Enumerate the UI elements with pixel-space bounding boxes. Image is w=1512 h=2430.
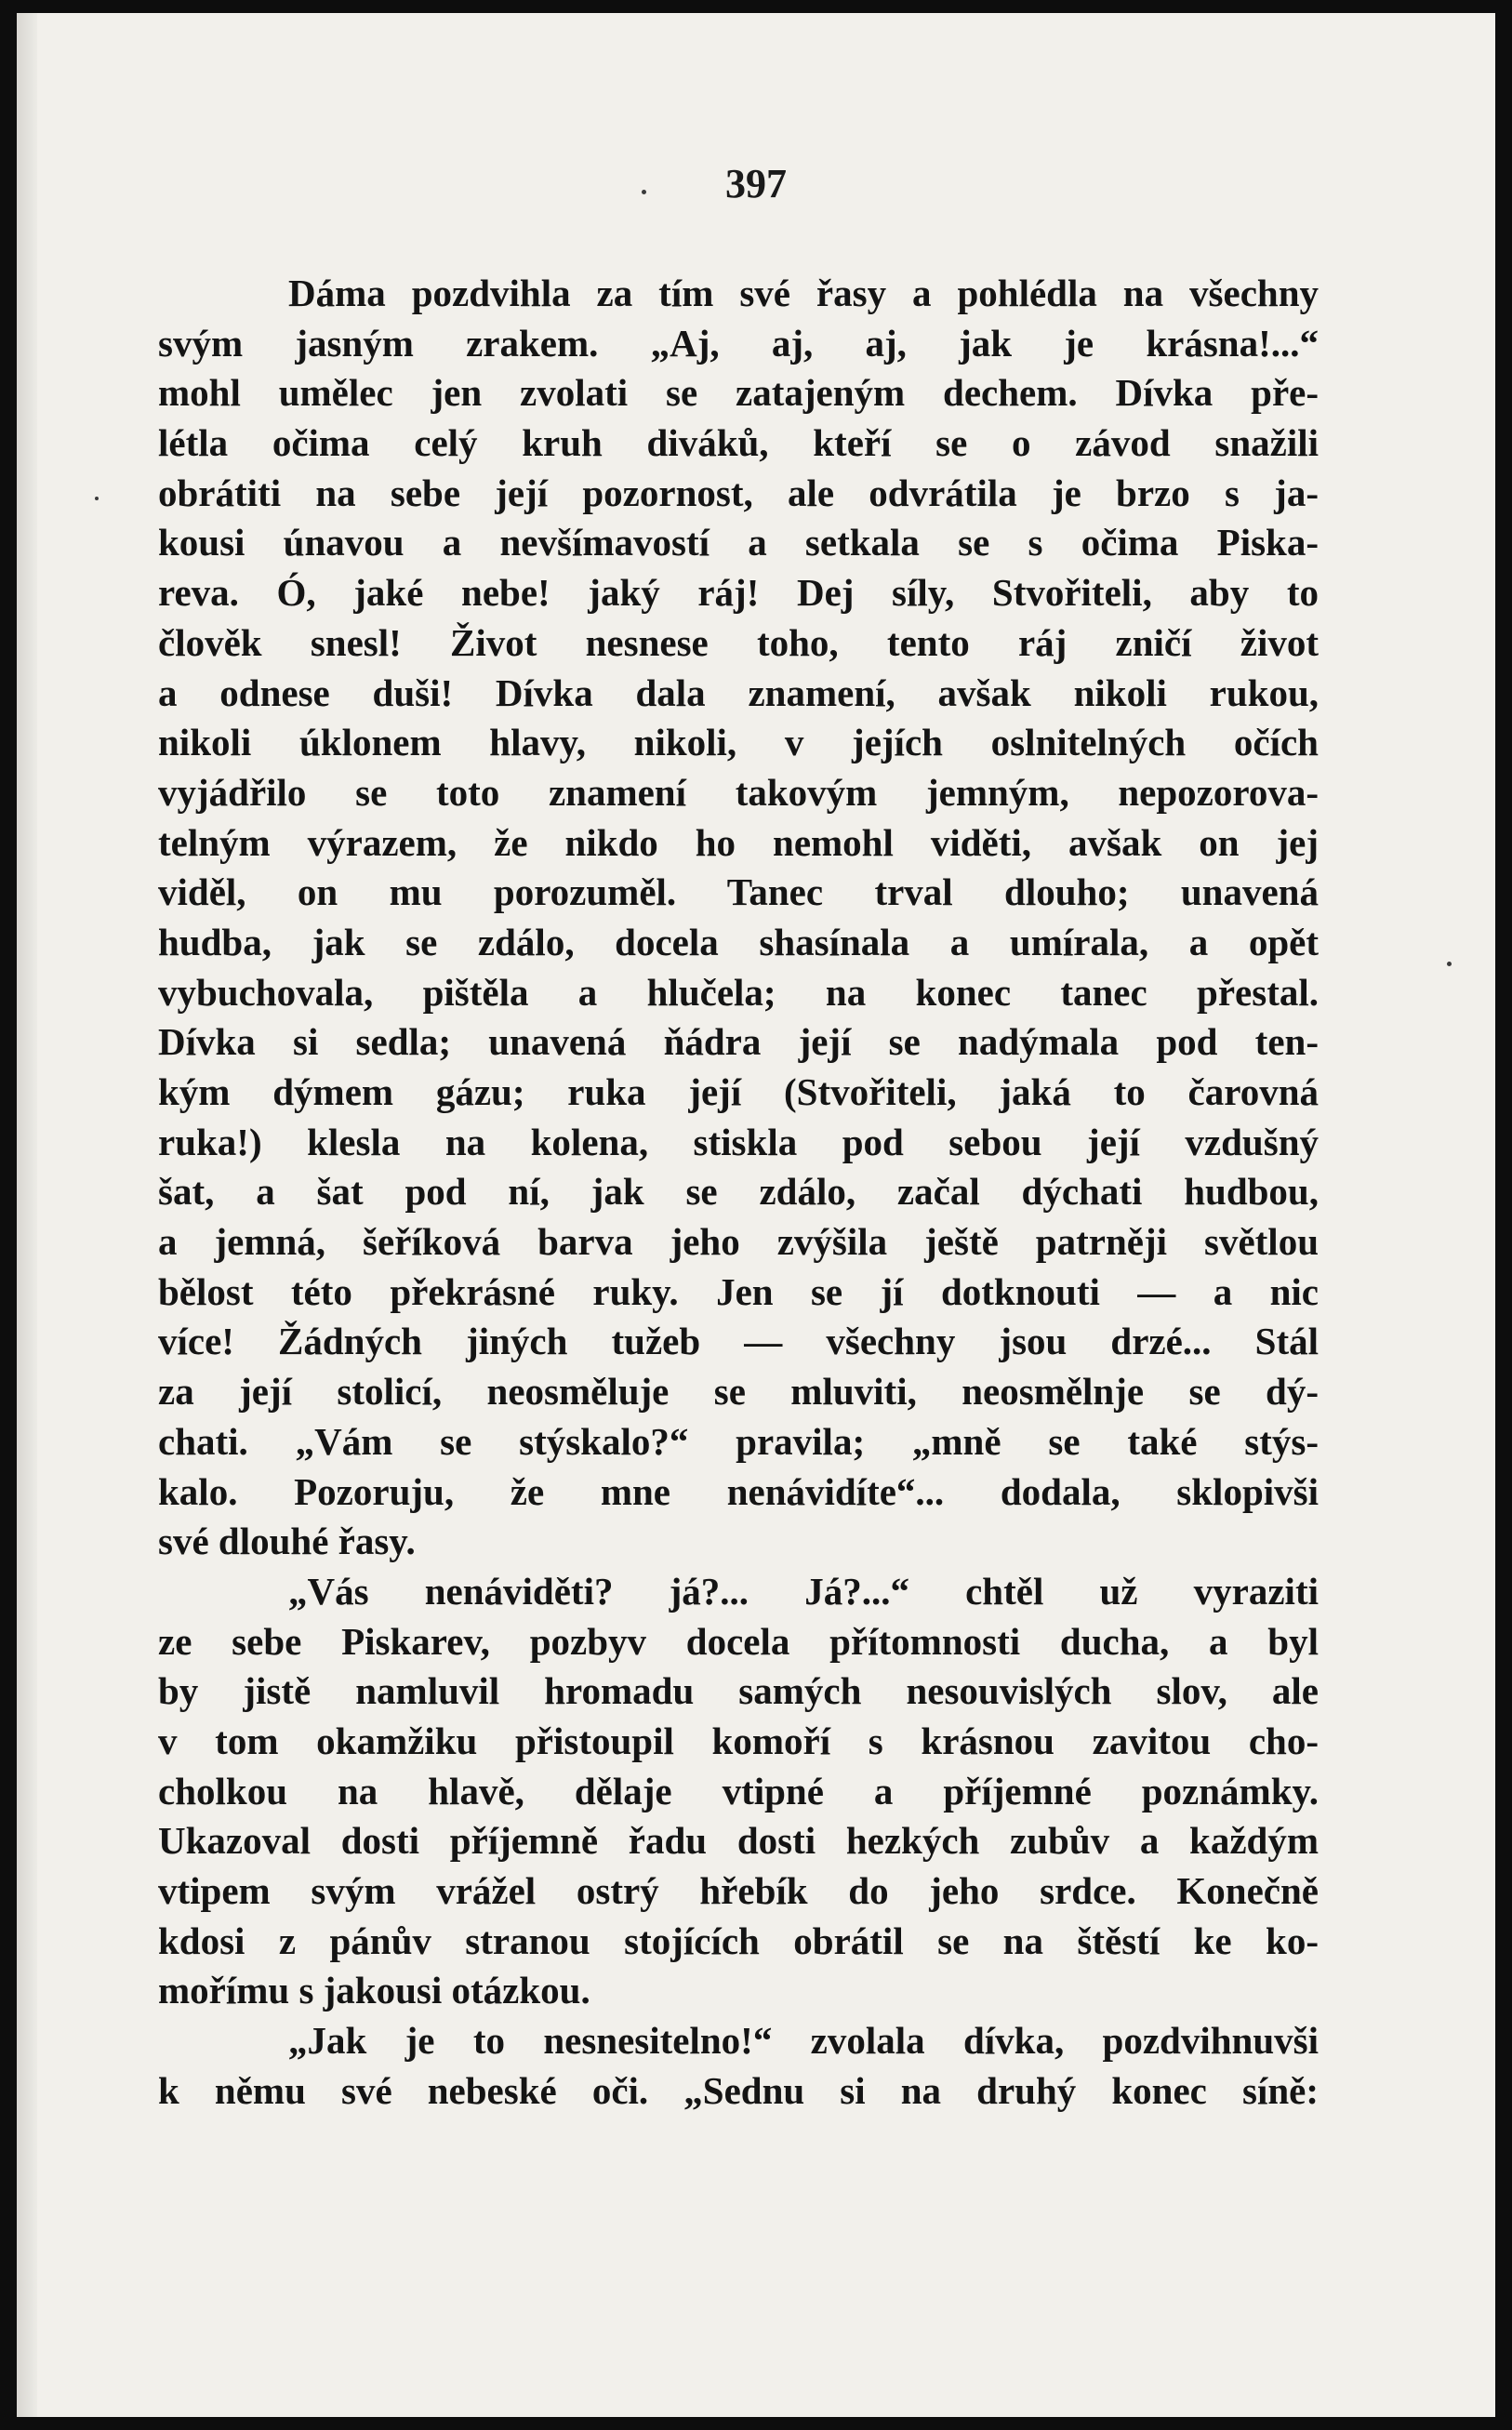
text-line: k němu své nebeské oči. „Sednu si na druhý konec síně: xyxy=(158,2068,1319,2112)
text-line: za její stolicí, neosměluje se mluviti, neosmělnje se dý- xyxy=(158,1370,1319,1414)
page-gutter xyxy=(17,13,37,2417)
text-line: telným výrazem, že nikdo ho nemohl viděti, avšak on jej xyxy=(158,820,1319,864)
book-page xyxy=(17,13,1495,2417)
text-line: by jistě namluvil hromadu samých nesouvislých slov, ale xyxy=(158,1669,1319,1713)
text-line: Ukazoval dosti příjemně řadu dosti hezkých zubův a každým xyxy=(158,1819,1319,1863)
text-line: ze sebe Piskarev, pozbyv docela přítomnosti ducha, a byl xyxy=(158,1619,1319,1663)
text-line: vybuchovala, pištěla a hlučela; na konec tanec přestal. xyxy=(158,970,1319,1014)
text-line: a jemná, šeříková barva jeho zvýšila ještě patrněji světlou xyxy=(158,1220,1319,1264)
body-text xyxy=(158,269,1319,2116)
text-line: hudba, jak se zdálo, docela shasínala a umírala, a opět xyxy=(158,920,1319,963)
text-line: kalo. Pozoruju, že mne nenávidíte“... dodala, sklopivši xyxy=(158,1469,1319,1513)
text-line: kým dýmem gázu; ruka její (Stvořiteli, jaká to čarovná xyxy=(158,1070,1319,1113)
scan-speck xyxy=(95,497,99,500)
text-line: „Jak je to nesnesitelno!“ zvolala dívka, pozdvihnuvši xyxy=(288,2019,1319,2063)
text-line: létla očima celý kruh diváků, kteří se o závod snažili xyxy=(158,421,1319,465)
text-line: „Vás nenáviděti? já?... Já?...“ chtěl už vyraziti xyxy=(288,1569,1319,1613)
text-line: mořímu s jakousi otázkou. xyxy=(158,1969,590,2012)
text-line: ruka!) klesla na kolena, stiskla pod sebou její vzdušný xyxy=(158,1120,1319,1163)
text-line: a odnese duši! Dívka dala znamení, avšak nikoli rukou, xyxy=(158,671,1319,714)
text-line: chati. „Vám se stýskalo?“ pravila; „mně se také stýs- xyxy=(158,1419,1319,1463)
scan-speck xyxy=(1447,962,1452,966)
text-line: vyjádřilo se toto znamení takovým jemným, nepozorova- xyxy=(158,770,1319,814)
text-line: mohl umělec jen zvolati se zatajeným dechem. Dívka pře- xyxy=(158,371,1319,415)
text-line: šat, a šat pod ní, jak se zdálo, začal dýchati hudbou, xyxy=(158,1170,1319,1214)
scan-speck xyxy=(642,190,646,194)
text-line: cholkou na hlavě, dělaje vtipné a příjemné poznámky. xyxy=(158,1769,1319,1813)
text-line: bělost této překrásné ruky. Jen se jí dotknouti — a nic xyxy=(158,1269,1319,1313)
text-line: kdosi z pánův stranou stojících obrátil se na štěstí ke ko- xyxy=(158,1919,1319,1962)
text-line: Dáma pozdvihla za tím své řasy a pohlédla na všechny xyxy=(288,272,1319,314)
text-line: nikoli úklonem hlavy, nikoli, v jejích oslnitelných očích xyxy=(158,721,1319,764)
text-line: svým jasným zrakem. „Aj, aj, aj, jak je krásna!...“ xyxy=(158,321,1319,365)
text-line: Dívka si sedla; unavená ňádra její se nadýmala pod ten- xyxy=(158,1020,1319,1064)
text-line: v tom okamžiku přistoupil komoří s krásnou zavitou cho- xyxy=(158,1719,1319,1762)
text-line: vtipem svým vrážel ostrý hřebík do jeho srdce. Konečně xyxy=(158,1869,1319,1912)
page-number: 397 xyxy=(725,161,787,206)
text-line: své dlouhé řasy. xyxy=(158,1520,416,1563)
text-line: viděl, on mu porozuměl. Tanec trval dlouho; unavená xyxy=(158,870,1319,914)
text-line: více! Žádných jiných tužeb — všechny jsou drzé... Stál xyxy=(158,1320,1319,1363)
text-line: obrátiti na sebe její pozornost, ale odvrátila je brzo s ja- xyxy=(158,471,1319,514)
text-line: reva. Ó, jaké nebe! jaký ráj! Dej síly, Stvořiteli, aby to xyxy=(158,571,1319,615)
text-line: kousi únavou a nevšímavostí a setkala se s očima Piska- xyxy=(158,521,1319,564)
text-line: člověk snesl! Život nesnese toho, tento ráj zničí život xyxy=(158,620,1319,664)
